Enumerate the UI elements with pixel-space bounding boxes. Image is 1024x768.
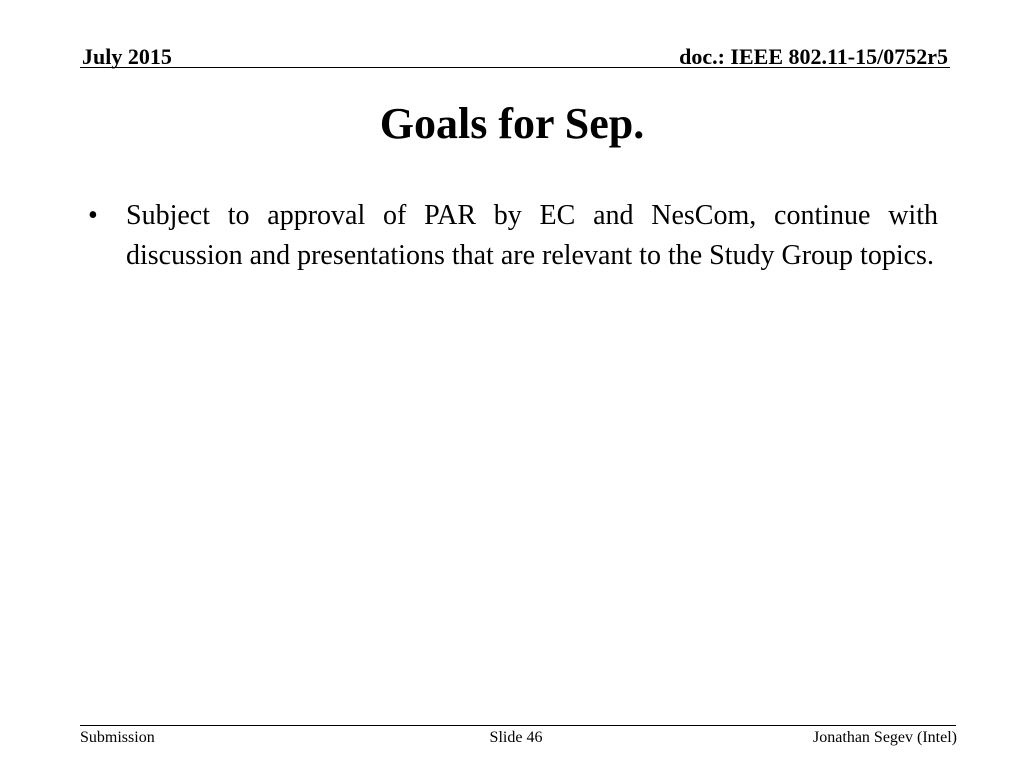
footer-submission: Submission (80, 729, 155, 746)
bullet-marker: • (88, 200, 98, 231)
footer-slide-number: Slide 46 (489, 729, 543, 746)
footer-author: Jonathan Segev (Intel) (813, 729, 957, 746)
bullet-text: Subject to approval of PAR by EC and NesCom, continue with discussion and presentations that are relevant to the Study Group topics. (126, 200, 938, 271)
header-doc-id: doc.: IEEE 802.11-15/0752r5 (679, 44, 948, 69)
bullet-item (88, 196, 938, 276)
slide-body (88, 196, 938, 276)
header-divider (80, 67, 950, 68)
header-date: July 2015 (82, 44, 172, 69)
slide-title: Goals for Sep. (379, 99, 645, 148)
footer-divider (80, 725, 956, 726)
